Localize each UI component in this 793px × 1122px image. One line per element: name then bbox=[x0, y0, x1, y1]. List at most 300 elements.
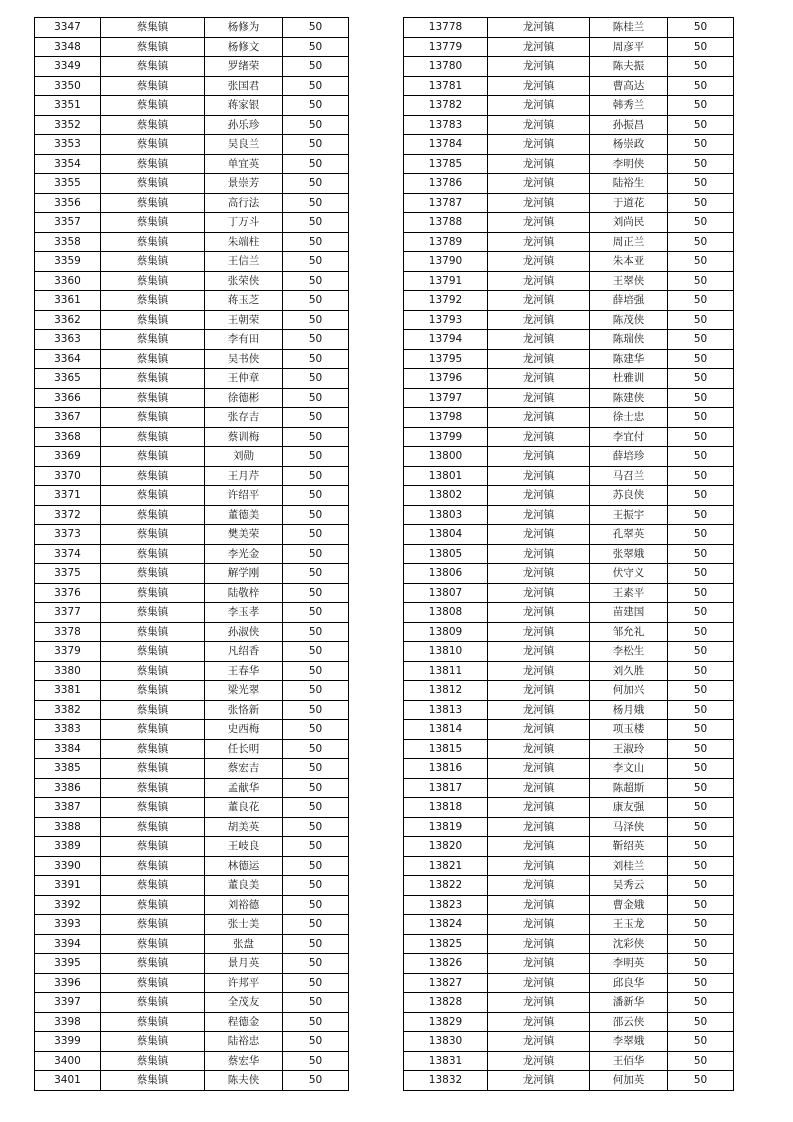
serial-number-cell: 3373 bbox=[35, 525, 101, 545]
person-name-cell: 周彦平 bbox=[590, 37, 668, 57]
table-row bbox=[35, 154, 349, 174]
person-name-cell: 朱端柱 bbox=[205, 232, 283, 252]
town-cell: 龙河镇 bbox=[488, 973, 590, 993]
table-row bbox=[35, 856, 349, 876]
table-row bbox=[404, 739, 734, 759]
amount-cell: 50 bbox=[668, 1032, 734, 1052]
town-cell: 龙河镇 bbox=[488, 544, 590, 564]
table-row bbox=[35, 544, 349, 564]
amount-cell: 50 bbox=[283, 310, 349, 330]
person-name-cell: 邱良华 bbox=[590, 973, 668, 993]
town-cell: 蔡集镇 bbox=[101, 486, 205, 506]
table-row bbox=[35, 76, 349, 96]
person-name-cell: 王素平 bbox=[590, 583, 668, 603]
town-cell: 龙河镇 bbox=[488, 37, 590, 57]
serial-number-cell: 13798 bbox=[404, 408, 488, 428]
town-cell: 蔡集镇 bbox=[101, 915, 205, 935]
amount-cell: 50 bbox=[668, 388, 734, 408]
serial-number-cell: 13784 bbox=[404, 135, 488, 155]
serial-number-cell: 3382 bbox=[35, 700, 101, 720]
table-row bbox=[35, 447, 349, 467]
amount-cell: 50 bbox=[668, 915, 734, 935]
serial-number-cell: 3399 bbox=[35, 1032, 101, 1052]
serial-number-cell: 3387 bbox=[35, 798, 101, 818]
serial-number-cell: 13787 bbox=[404, 193, 488, 213]
town-cell: 蔡集镇 bbox=[101, 954, 205, 974]
amount-cell: 50 bbox=[283, 622, 349, 642]
table-row bbox=[404, 837, 734, 857]
person-name-cell: 李明侠 bbox=[590, 154, 668, 174]
table-row bbox=[35, 934, 349, 954]
amount-cell: 50 bbox=[668, 895, 734, 915]
person-name-cell: 曹金娥 bbox=[590, 895, 668, 915]
town-cell: 蔡集镇 bbox=[101, 330, 205, 350]
amount-cell: 50 bbox=[668, 135, 734, 155]
town-cell: 蔡集镇 bbox=[101, 661, 205, 681]
serial-number-cell: 3380 bbox=[35, 661, 101, 681]
serial-number-cell: 3377 bbox=[35, 603, 101, 623]
amount-cell: 50 bbox=[668, 466, 734, 486]
town-cell: 蔡集镇 bbox=[101, 174, 205, 194]
town-cell: 龙河镇 bbox=[488, 174, 590, 194]
amount-cell: 50 bbox=[283, 349, 349, 369]
person-name-cell: 孙乐珍 bbox=[205, 115, 283, 135]
table-row bbox=[35, 1032, 349, 1052]
person-name-cell: 陈桂兰 bbox=[590, 18, 668, 38]
amount-cell: 50 bbox=[668, 447, 734, 467]
serial-number-cell: 3386 bbox=[35, 778, 101, 798]
person-name-cell: 薛培强 bbox=[590, 291, 668, 311]
town-cell: 蔡集镇 bbox=[101, 642, 205, 662]
table-row bbox=[404, 759, 734, 779]
table-row bbox=[35, 369, 349, 389]
table-row bbox=[35, 895, 349, 915]
table-row bbox=[404, 915, 734, 935]
person-name-cell: 张盘 bbox=[205, 934, 283, 954]
town-cell: 龙河镇 bbox=[488, 369, 590, 389]
table-row bbox=[404, 388, 734, 408]
person-name-cell: 孟献华 bbox=[205, 778, 283, 798]
serial-number-cell: 3390 bbox=[35, 856, 101, 876]
town-cell: 蔡集镇 bbox=[101, 973, 205, 993]
amount-cell: 50 bbox=[283, 876, 349, 896]
serial-number-cell: 13779 bbox=[404, 37, 488, 57]
person-name-cell: 刘久胜 bbox=[590, 661, 668, 681]
table-row bbox=[35, 798, 349, 818]
table-row bbox=[404, 486, 734, 506]
town-cell: 龙河镇 bbox=[488, 798, 590, 818]
town-cell: 龙河镇 bbox=[488, 954, 590, 974]
town-cell: 龙河镇 bbox=[488, 564, 590, 584]
serial-number-cell: 3393 bbox=[35, 915, 101, 935]
amount-cell: 50 bbox=[283, 174, 349, 194]
person-name-cell: 刘裕德 bbox=[205, 895, 283, 915]
town-cell: 蔡集镇 bbox=[101, 681, 205, 701]
table-row bbox=[35, 349, 349, 369]
town-cell: 蔡集镇 bbox=[101, 291, 205, 311]
person-name-cell: 董德美 bbox=[205, 505, 283, 525]
table-row bbox=[35, 837, 349, 857]
amount-cell: 50 bbox=[668, 505, 734, 525]
amount-cell: 50 bbox=[283, 369, 349, 389]
table-row bbox=[404, 18, 734, 38]
town-cell: 蔡集镇 bbox=[101, 232, 205, 252]
serial-number-cell: 13793 bbox=[404, 310, 488, 330]
serial-number-cell: 13830 bbox=[404, 1032, 488, 1052]
amount-cell: 50 bbox=[668, 291, 734, 311]
amount-cell: 50 bbox=[668, 408, 734, 428]
town-cell: 蔡集镇 bbox=[101, 817, 205, 837]
amount-cell: 50 bbox=[668, 349, 734, 369]
table-row bbox=[404, 798, 734, 818]
amount-cell: 50 bbox=[668, 720, 734, 740]
serial-number-cell: 3396 bbox=[35, 973, 101, 993]
amount-cell: 50 bbox=[283, 115, 349, 135]
serial-number-cell: 13805 bbox=[404, 544, 488, 564]
person-name-cell: 程德金 bbox=[205, 1012, 283, 1032]
table-row bbox=[404, 1051, 734, 1071]
table-row bbox=[35, 96, 349, 116]
serial-number-cell: 3376 bbox=[35, 583, 101, 603]
amount-cell: 50 bbox=[283, 993, 349, 1013]
person-name-cell: 李翠娥 bbox=[590, 1032, 668, 1052]
person-name-cell: 张士美 bbox=[205, 915, 283, 935]
table-row bbox=[404, 661, 734, 681]
amount-cell: 50 bbox=[668, 193, 734, 213]
amount-cell: 50 bbox=[283, 57, 349, 77]
table-row bbox=[404, 76, 734, 96]
serial-number-cell: 3364 bbox=[35, 349, 101, 369]
town-cell: 龙河镇 bbox=[488, 330, 590, 350]
amount-cell: 50 bbox=[668, 856, 734, 876]
amount-cell: 50 bbox=[283, 1071, 349, 1091]
town-cell: 蔡集镇 bbox=[101, 310, 205, 330]
amount-cell: 50 bbox=[283, 154, 349, 174]
town-cell: 龙河镇 bbox=[488, 252, 590, 272]
person-name-cell: 高行法 bbox=[205, 193, 283, 213]
amount-cell: 50 bbox=[668, 993, 734, 1013]
person-name-cell: 康友强 bbox=[590, 798, 668, 818]
town-cell: 龙河镇 bbox=[488, 154, 590, 174]
town-cell: 蔡集镇 bbox=[101, 876, 205, 896]
town-cell: 龙河镇 bbox=[488, 505, 590, 525]
serial-number-cell: 13820 bbox=[404, 837, 488, 857]
person-name-cell: 苏良侠 bbox=[590, 486, 668, 506]
town-cell: 龙河镇 bbox=[488, 291, 590, 311]
table-row bbox=[35, 1071, 349, 1091]
table-row bbox=[404, 135, 734, 155]
serial-number-cell: 3367 bbox=[35, 408, 101, 428]
town-cell: 蔡集镇 bbox=[101, 1012, 205, 1032]
serial-number-cell: 13799 bbox=[404, 427, 488, 447]
person-name-cell: 杜雅训 bbox=[590, 369, 668, 389]
town-cell: 蔡集镇 bbox=[101, 1032, 205, 1052]
serial-number-cell: 3353 bbox=[35, 135, 101, 155]
table-row bbox=[404, 778, 734, 798]
town-cell: 蔡集镇 bbox=[101, 759, 205, 779]
amount-cell: 50 bbox=[668, 817, 734, 837]
table-row bbox=[404, 505, 734, 525]
table-row bbox=[404, 193, 734, 213]
amount-cell: 50 bbox=[668, 486, 734, 506]
person-name-cell: 胡美英 bbox=[205, 817, 283, 837]
person-name-cell: 杨崇政 bbox=[590, 135, 668, 155]
table-row bbox=[35, 1012, 349, 1032]
person-name-cell: 解学刚 bbox=[205, 564, 283, 584]
person-name-cell: 吴良兰 bbox=[205, 135, 283, 155]
table-row bbox=[35, 603, 349, 623]
town-cell: 龙河镇 bbox=[488, 661, 590, 681]
amount-cell: 50 bbox=[668, 778, 734, 798]
serial-number-cell: 13828 bbox=[404, 993, 488, 1013]
person-name-cell: 梁光翠 bbox=[205, 681, 283, 701]
amount-cell: 50 bbox=[668, 954, 734, 974]
table-row bbox=[404, 544, 734, 564]
serial-number-cell: 3349 bbox=[35, 57, 101, 77]
amount-cell: 50 bbox=[668, 661, 734, 681]
amount-cell: 50 bbox=[668, 837, 734, 857]
table-row bbox=[35, 505, 349, 525]
serial-number-cell: 13797 bbox=[404, 388, 488, 408]
town-cell: 蔡集镇 bbox=[101, 895, 205, 915]
table-row bbox=[404, 525, 734, 545]
town-cell: 龙河镇 bbox=[488, 135, 590, 155]
town-cell: 龙河镇 bbox=[488, 447, 590, 467]
amount-cell: 50 bbox=[668, 973, 734, 993]
amount-cell: 50 bbox=[668, 57, 734, 77]
person-name-cell: 刘勋 bbox=[205, 447, 283, 467]
amount-cell: 50 bbox=[668, 96, 734, 116]
person-name-cell: 陈建侠 bbox=[590, 388, 668, 408]
table-row bbox=[404, 1012, 734, 1032]
town-cell: 龙河镇 bbox=[488, 408, 590, 428]
serial-number-cell: 13810 bbox=[404, 642, 488, 662]
town-cell: 龙河镇 bbox=[488, 720, 590, 740]
serial-number-cell: 13824 bbox=[404, 915, 488, 935]
person-name-cell: 徐德彬 bbox=[205, 388, 283, 408]
person-name-cell: 王信兰 bbox=[205, 252, 283, 272]
serial-number-cell: 13811 bbox=[404, 661, 488, 681]
town-cell: 龙河镇 bbox=[488, 778, 590, 798]
amount-cell: 50 bbox=[283, 1012, 349, 1032]
left-roster-table bbox=[34, 17, 349, 1091]
serial-number-cell: 3363 bbox=[35, 330, 101, 350]
amount-cell: 50 bbox=[283, 505, 349, 525]
town-cell: 蔡集镇 bbox=[101, 798, 205, 818]
person-name-cell: 周正兰 bbox=[590, 232, 668, 252]
serial-number-cell: 3375 bbox=[35, 564, 101, 584]
serial-number-cell: 3354 bbox=[35, 154, 101, 174]
town-cell: 蔡集镇 bbox=[101, 213, 205, 233]
person-name-cell: 王淑玲 bbox=[590, 739, 668, 759]
town-cell: 蔡集镇 bbox=[101, 564, 205, 584]
table-row bbox=[404, 817, 734, 837]
table-row bbox=[35, 1051, 349, 1071]
amount-cell: 50 bbox=[283, 252, 349, 272]
table-row bbox=[35, 642, 349, 662]
table-row bbox=[404, 603, 734, 623]
serial-number-cell: 13822 bbox=[404, 876, 488, 896]
amount-cell: 50 bbox=[668, 310, 734, 330]
town-cell: 蔡集镇 bbox=[101, 1071, 205, 1091]
town-cell: 蔡集镇 bbox=[101, 447, 205, 467]
serial-number-cell: 13808 bbox=[404, 603, 488, 623]
amount-cell: 50 bbox=[283, 798, 349, 818]
serial-number-cell: 3385 bbox=[35, 759, 101, 779]
town-cell: 蔡集镇 bbox=[101, 1051, 205, 1071]
amount-cell: 50 bbox=[283, 817, 349, 837]
table-row bbox=[404, 291, 734, 311]
person-name-cell: 李松生 bbox=[590, 642, 668, 662]
serial-number-cell: 3348 bbox=[35, 37, 101, 57]
table-row bbox=[404, 934, 734, 954]
table-row bbox=[35, 213, 349, 233]
town-cell: 龙河镇 bbox=[488, 681, 590, 701]
town-cell: 蔡集镇 bbox=[101, 856, 205, 876]
person-name-cell: 李有田 bbox=[205, 330, 283, 350]
serial-number-cell: 3366 bbox=[35, 388, 101, 408]
town-cell: 龙河镇 bbox=[488, 193, 590, 213]
serial-number-cell: 13788 bbox=[404, 213, 488, 233]
serial-number-cell: 13801 bbox=[404, 466, 488, 486]
person-name-cell: 许绍平 bbox=[205, 486, 283, 506]
table-row bbox=[35, 310, 349, 330]
person-name-cell: 丁万斗 bbox=[205, 213, 283, 233]
town-cell: 龙河镇 bbox=[488, 57, 590, 77]
serial-number-cell: 13785 bbox=[404, 154, 488, 174]
person-name-cell: 张恪新 bbox=[205, 700, 283, 720]
town-cell: 蔡集镇 bbox=[101, 700, 205, 720]
serial-number-cell: 3388 bbox=[35, 817, 101, 837]
town-cell: 蔡集镇 bbox=[101, 622, 205, 642]
amount-cell: 50 bbox=[668, 427, 734, 447]
person-name-cell: 李玉孝 bbox=[205, 603, 283, 623]
table-row bbox=[404, 330, 734, 350]
table-row bbox=[35, 954, 349, 974]
serial-number-cell: 13791 bbox=[404, 271, 488, 291]
amount-cell: 50 bbox=[283, 1032, 349, 1052]
table-row bbox=[404, 408, 734, 428]
table-row bbox=[404, 466, 734, 486]
serial-number-cell: 13829 bbox=[404, 1012, 488, 1032]
person-name-cell: 吴书侠 bbox=[205, 349, 283, 369]
town-cell: 龙河镇 bbox=[488, 895, 590, 915]
amount-cell: 50 bbox=[668, 700, 734, 720]
town-cell: 龙河镇 bbox=[488, 18, 590, 38]
person-name-cell: 潘新华 bbox=[590, 993, 668, 1013]
amount-cell: 50 bbox=[668, 1012, 734, 1032]
table-row bbox=[404, 271, 734, 291]
town-cell: 蔡集镇 bbox=[101, 154, 205, 174]
town-cell: 龙河镇 bbox=[488, 934, 590, 954]
amount-cell: 50 bbox=[283, 583, 349, 603]
table-row bbox=[404, 310, 734, 330]
amount-cell: 50 bbox=[283, 681, 349, 701]
town-cell: 龙河镇 bbox=[488, 271, 590, 291]
table-row bbox=[35, 408, 349, 428]
amount-cell: 50 bbox=[283, 915, 349, 935]
table-row bbox=[35, 291, 349, 311]
amount-cell: 50 bbox=[668, 934, 734, 954]
person-name-cell: 任长明 bbox=[205, 739, 283, 759]
serial-number-cell: 13827 bbox=[404, 973, 488, 993]
person-name-cell: 蒋家银 bbox=[205, 96, 283, 116]
town-cell: 蔡集镇 bbox=[101, 369, 205, 389]
person-name-cell: 朱本亚 bbox=[590, 252, 668, 272]
town-cell: 龙河镇 bbox=[488, 232, 590, 252]
serial-number-cell: 3384 bbox=[35, 739, 101, 759]
serial-number-cell: 3365 bbox=[35, 369, 101, 389]
town-cell: 龙河镇 bbox=[488, 1051, 590, 1071]
serial-number-cell: 13780 bbox=[404, 57, 488, 77]
table-row bbox=[35, 973, 349, 993]
serial-number-cell: 3369 bbox=[35, 447, 101, 467]
serial-number-cell: 3395 bbox=[35, 954, 101, 974]
person-name-cell: 景崇芳 bbox=[205, 174, 283, 194]
serial-number-cell: 3360 bbox=[35, 271, 101, 291]
person-name-cell: 韩秀兰 bbox=[590, 96, 668, 116]
town-cell: 龙河镇 bbox=[488, 915, 590, 935]
table-row bbox=[35, 720, 349, 740]
person-name-cell: 王振宇 bbox=[590, 505, 668, 525]
amount-cell: 50 bbox=[668, 18, 734, 38]
serial-number-cell: 13814 bbox=[404, 720, 488, 740]
amount-cell: 50 bbox=[668, 525, 734, 545]
table-row bbox=[404, 876, 734, 896]
person-name-cell: 马召兰 bbox=[590, 466, 668, 486]
town-cell: 龙河镇 bbox=[488, 993, 590, 1013]
serial-number-cell: 3379 bbox=[35, 642, 101, 662]
amount-cell: 50 bbox=[668, 271, 734, 291]
town-cell: 蔡集镇 bbox=[101, 720, 205, 740]
person-name-cell: 杨月娥 bbox=[590, 700, 668, 720]
town-cell: 蔡集镇 bbox=[101, 388, 205, 408]
amount-cell: 50 bbox=[283, 232, 349, 252]
person-name-cell: 景月英 bbox=[205, 954, 283, 974]
amount-cell: 50 bbox=[668, 876, 734, 896]
amount-cell: 50 bbox=[283, 37, 349, 57]
town-cell: 龙河镇 bbox=[488, 583, 590, 603]
person-name-cell: 何加英 bbox=[590, 1071, 668, 1091]
town-cell: 蔡集镇 bbox=[101, 544, 205, 564]
town-cell: 蔡集镇 bbox=[101, 583, 205, 603]
town-cell: 蔡集镇 bbox=[101, 603, 205, 623]
serial-number-cell: 3371 bbox=[35, 486, 101, 506]
town-cell: 蔡集镇 bbox=[101, 115, 205, 135]
serial-number-cell: 13803 bbox=[404, 505, 488, 525]
table-row bbox=[404, 232, 734, 252]
serial-number-cell: 13802 bbox=[404, 486, 488, 506]
person-name-cell: 张翠娥 bbox=[590, 544, 668, 564]
amount-cell: 50 bbox=[283, 213, 349, 233]
amount-cell: 50 bbox=[668, 583, 734, 603]
town-cell: 龙河镇 bbox=[488, 96, 590, 116]
table-row bbox=[35, 18, 349, 38]
serial-number-cell: 3357 bbox=[35, 213, 101, 233]
serial-number-cell: 13807 bbox=[404, 583, 488, 603]
table-row bbox=[35, 739, 349, 759]
amount-cell: 50 bbox=[283, 1051, 349, 1071]
town-cell: 蔡集镇 bbox=[101, 993, 205, 1013]
person-name-cell: 董良花 bbox=[205, 798, 283, 818]
person-name-cell: 邹允礼 bbox=[590, 622, 668, 642]
person-name-cell: 王春华 bbox=[205, 661, 283, 681]
person-name-cell: 薛培珍 bbox=[590, 447, 668, 467]
table-row bbox=[35, 37, 349, 57]
town-cell: 龙河镇 bbox=[488, 642, 590, 662]
serial-number-cell: 13792 bbox=[404, 291, 488, 311]
table-row bbox=[35, 759, 349, 779]
